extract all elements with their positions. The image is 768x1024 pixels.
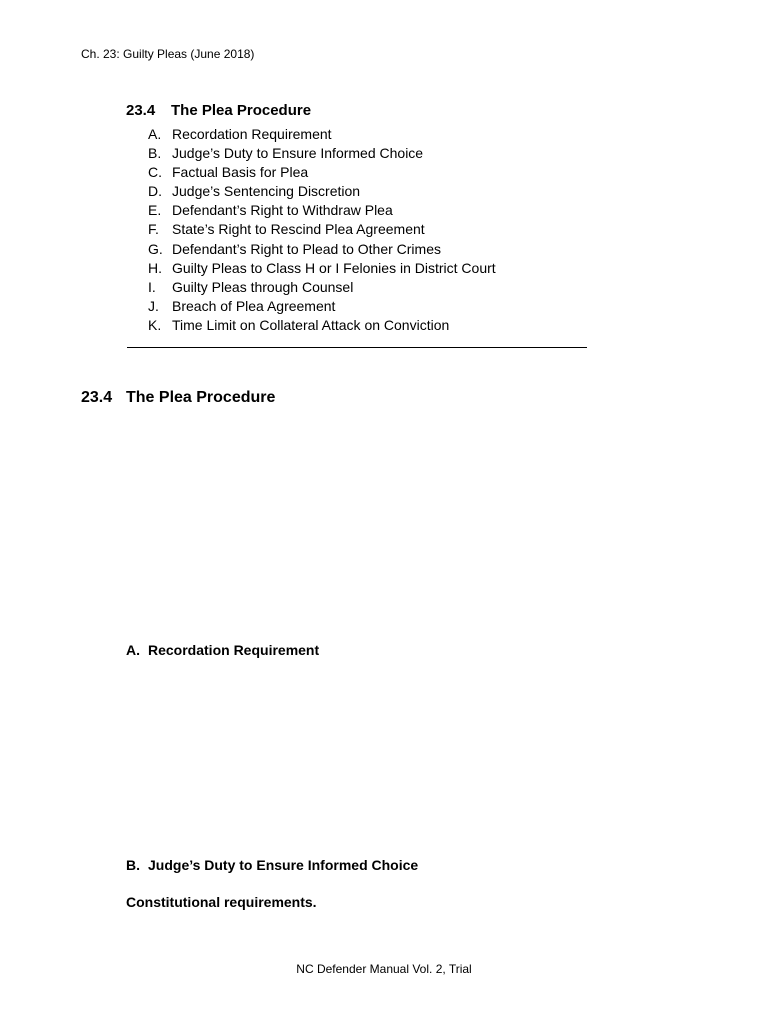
toc-item[interactable] [148, 220, 496, 239]
toc-item-text: State’s Right to Rescind Plea Agreement [172, 221, 425, 238]
toc-item-text: Factual Basis for Plea [172, 164, 309, 181]
toc-item-text: Recordation Requirement [172, 126, 332, 142]
toc-item-text: Guilty Pleas to Class H or I Felonies in District Court [172, 259, 496, 276]
section-heading [81, 389, 275, 407]
toc-section-title: The Plea Procedure [171, 102, 312, 119]
toc-item-letter: C. [148, 164, 162, 181]
toc-item-letter: H. [148, 259, 162, 276]
toc-item-letter: B. [148, 145, 162, 162]
subsection-letter: B. [126, 857, 140, 873]
running-head: Ch. 23: Guilty Pleas (June 2018) [81, 47, 255, 61]
toc-item[interactable] [148, 125, 496, 144]
toc-item-text: Judge’s Duty to Ensure Informed Choice [172, 145, 424, 162]
toc-item[interactable] [148, 297, 496, 316]
toc-section-number: 23.4 [126, 102, 156, 119]
toc-item-letter: I. [148, 278, 156, 295]
toc-item-letter: G. [148, 240, 163, 257]
subsection-heading-b [126, 857, 418, 873]
subsection-letter: A. [126, 642, 140, 658]
section-number: 23.4 [81, 389, 113, 406]
toc-heading [126, 102, 311, 119]
subsection-title: Judge’s Duty to Ensure Informed Choice [148, 857, 419, 873]
toc-item-letter: K. [148, 316, 162, 333]
toc-item-text: Judge’s Sentencing Discretion [172, 183, 361, 200]
toc-item-text: Defendant’s Right to Plead to Other Crimes [172, 240, 441, 257]
toc-item-text: Time Limit on Collateral Attack on Conviction [172, 316, 450, 333]
toc-item[interactable] [148, 278, 496, 297]
paragraph-heading: Constitutional requirements. [126, 894, 317, 910]
toc-item-letter: D. [148, 183, 162, 200]
toc-item-letter: F. [148, 221, 159, 238]
horizontal-rule [127, 347, 587, 348]
toc-item[interactable] [148, 163, 496, 182]
toc-item-text: Breach of Plea Agreement [172, 297, 336, 314]
toc-item-letter: J. [148, 297, 159, 314]
toc-item-text: Defendant’s Right to Withdraw Plea [172, 202, 393, 219]
toc-item-letter: A. [148, 126, 162, 142]
section-title: The Plea Procedure [126, 389, 276, 406]
toc-item-text: Guilty Pleas through Counsel [172, 278, 354, 295]
toc-item[interactable] [148, 144, 496, 163]
toc-item-letter: E. [148, 202, 162, 219]
toc-item[interactable] [148, 316, 496, 335]
table-of-contents [148, 125, 496, 335]
subsection-title: Recordation Requirement [148, 642, 320, 658]
page-footer: NC Defender Manual Vol. 2, Trial [296, 962, 472, 976]
toc-item[interactable] [148, 182, 496, 201]
toc-item[interactable] [148, 201, 496, 220]
subsection-heading-a [126, 642, 319, 658]
toc-item[interactable] [148, 259, 496, 278]
toc-item[interactable] [148, 240, 496, 259]
